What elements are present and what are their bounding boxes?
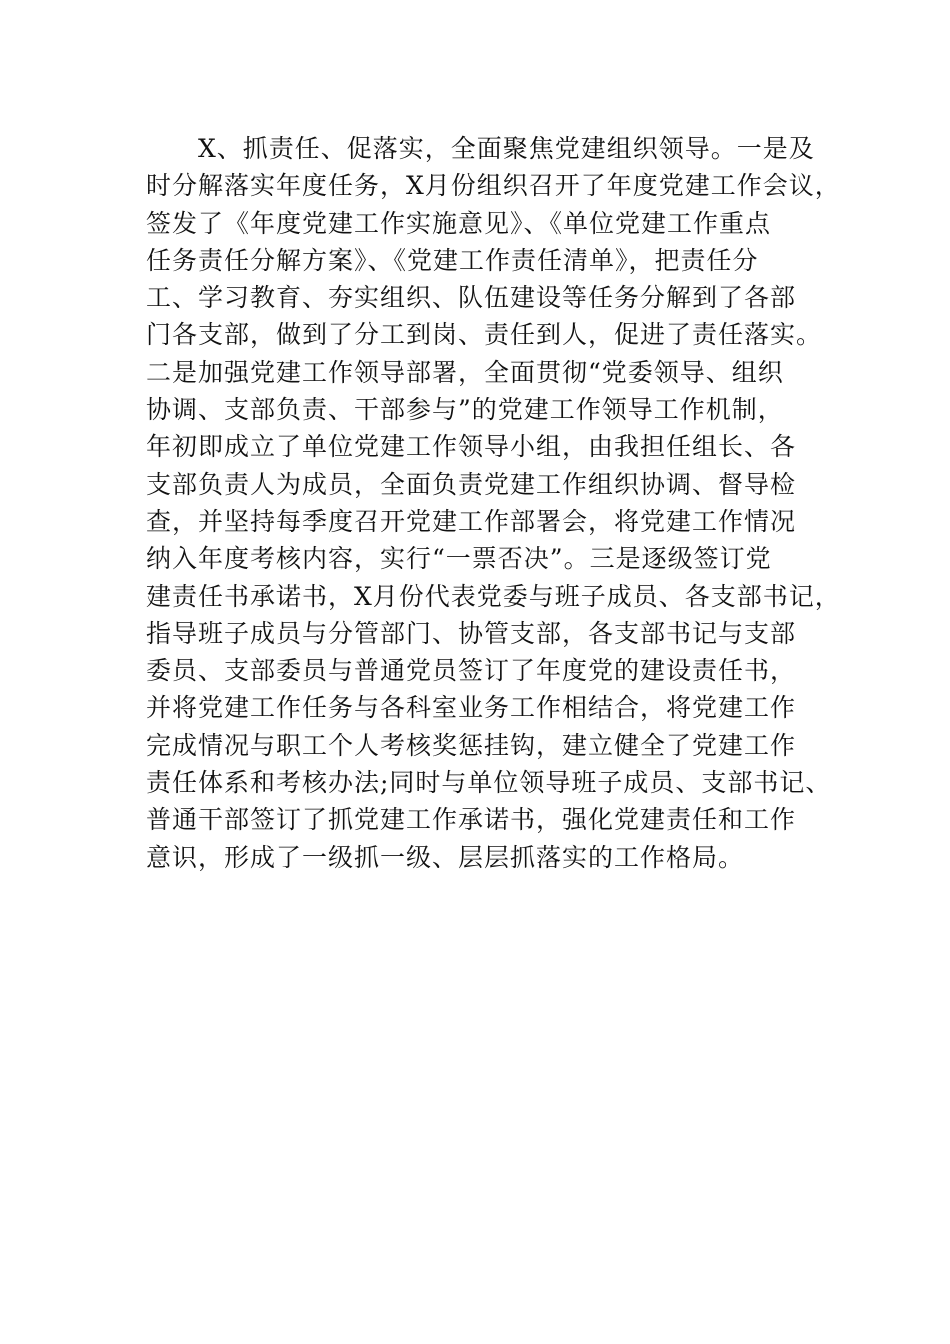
paragraph-line: 门各支部，做到了分工到岗、责任到人，促进了责任落实。 <box>146 320 823 350</box>
paragraph-line: 纳入年度考核内容，实行“一票否决”。三是逐级签订党 <box>146 544 772 574</box>
paragraph-line: 完成情况与职工个人考核奖惩挂钩，建立健全了党建工作 <box>146 730 797 760</box>
paragraph-line: 并将党建工作任务与各科室业务工作相结合，将党建工作 <box>146 693 797 723</box>
paragraph-line: 责任体系和考核办法;同时与单位领导班子成员、支部书记、 <box>146 768 832 798</box>
paragraph-line: 工、学习教育、夯实组织、队伍建设等任务分解到了各部 <box>146 283 797 313</box>
paragraph-line: 任务责任分解方案》、《党建工作责任清单》，把责任分 <box>146 245 759 275</box>
paragraph-line: 查，并坚持每季度召开党建工作部署会，将党建工作情况 <box>146 506 797 536</box>
paragraph-line: 时分解落实年度任务，X月份组织召开了年度党建工作会议， <box>146 171 841 201</box>
paragraph-line: 协调、支部负责、干部参与”的党建工作领导工作机制， <box>146 395 784 425</box>
paragraph-line: X、抓责任、促落实，全面聚焦党建组织领导。一是及 <box>146 134 815 163</box>
paragraph-line: 指导班子成员与分管部门、协管支部，各支部书记与支部 <box>146 618 797 648</box>
paragraph-line: 年初即成立了单位党建工作领导小组，由我担任组长、各 <box>146 432 797 462</box>
paragraph-line: 二是加强党建工作领导部署，全面贯彻“党委领导、组织 <box>146 357 784 387</box>
body-paragraph <box>146 130 841 876</box>
paragraph-line: 委员、支部委员与普通党员签订了年度党的建设责任书， <box>146 656 797 686</box>
paragraph-line: 支部负责人为成员，全面负责党建工作组织协调、督导检 <box>146 469 797 499</box>
paragraph-line: 意识，形成了一级抓一级、层层抓落实的工作格局。 <box>146 842 745 872</box>
paragraph-line: 普通干部签订了抓党建工作承诺书，强化党建责任和工作 <box>146 805 797 835</box>
paragraph-line: 签发了《年度党建工作实施意见》、《单位党建工作重点 <box>146 208 772 238</box>
paragraph-line: 建责任书承诺书，X月份代表党委与班子成员、各支部书记， <box>146 581 841 611</box>
